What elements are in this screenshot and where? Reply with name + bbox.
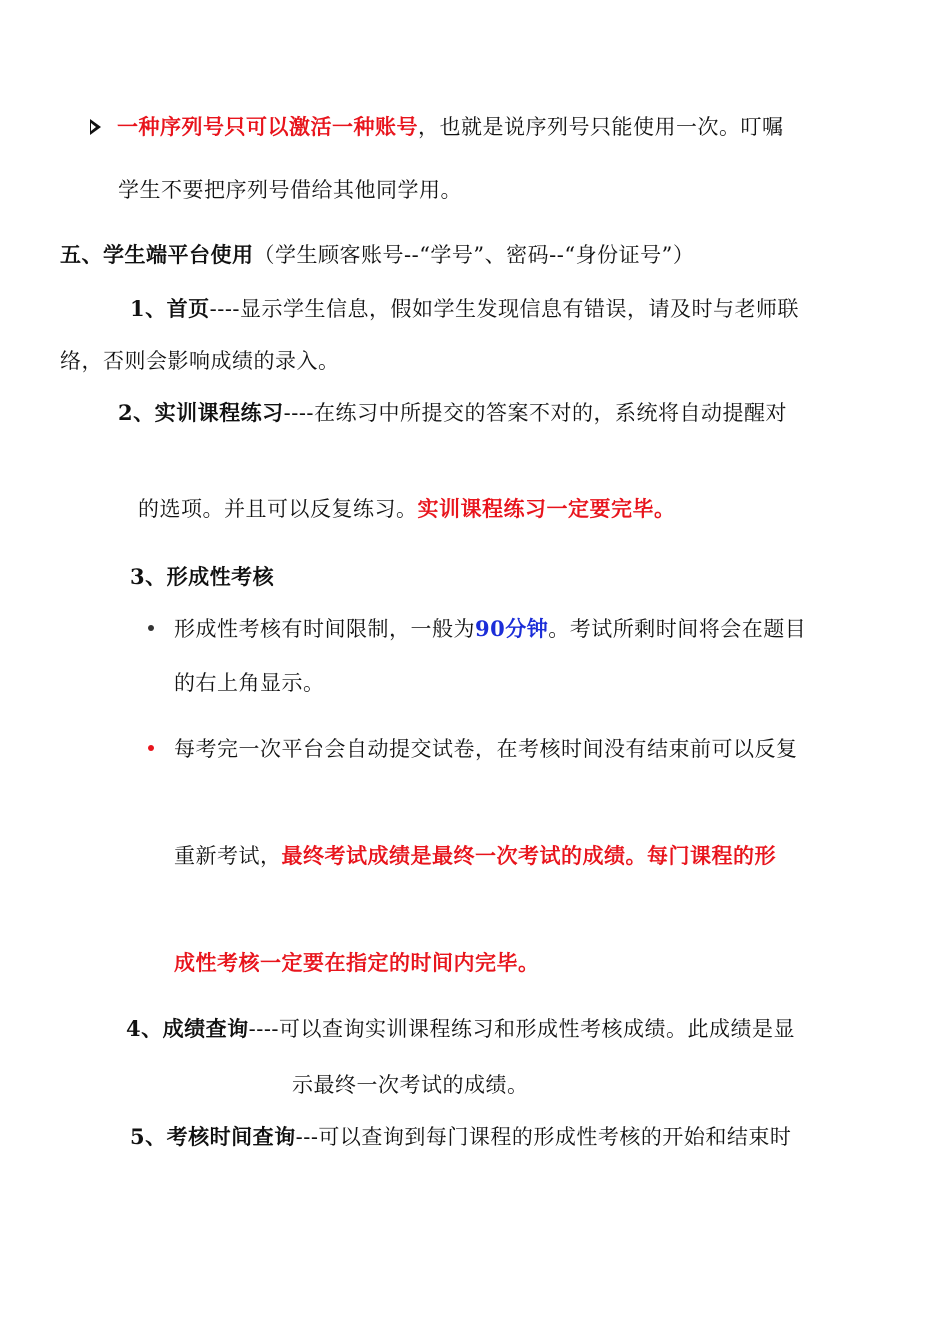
section5-title: 五、学生端平台使用 (60, 242, 254, 267)
bullet-note-text: ，也就是说序列号只能使用一次。叮嘱 (418, 115, 784, 139)
bullet-dot-red-icon (148, 745, 154, 751)
bullet-note-red: 一种序列号只可以激活一种账号 (117, 114, 418, 139)
item2-red-emphasis: 实训课程练习一定要完毕。 (417, 496, 676, 521)
item2-continuation-line (138, 494, 676, 524)
item3-bullet2-continuation-line (174, 841, 776, 871)
item5-line (130, 1122, 791, 1152)
item5-text: ---可以查询到每门课程的形成性考核的开始和结束时 (295, 1125, 792, 1149)
item4-num: 4、 (126, 1016, 163, 1041)
bullet-note-line (90, 112, 784, 142)
item4-line (126, 1014, 795, 1044)
item1-line (130, 294, 799, 324)
item3-title: 形成性考核 (166, 564, 275, 589)
item2-text: ----在练习中所提交的答案不对的，系统将自动提醒对 (283, 401, 788, 425)
arrow-bullet-icon (90, 119, 101, 135)
item5-title: 考核时间查询 (166, 1124, 296, 1149)
section5-heading (60, 240, 694, 270)
item1-num: 1、 (130, 296, 167, 321)
item2-title: 实训课程练习 (154, 400, 284, 425)
item3-bullet2-cont-red2: 成性考核一定要在指定的时间内完毕。 (174, 950, 540, 975)
item2-line (118, 398, 787, 428)
item3-bullet2-cont-a: 重新考试， (174, 844, 282, 868)
item2-num: 2、 (118, 400, 155, 425)
item5-num: 5、 (130, 1124, 167, 1149)
item3-bullet1-text-a: 形成性考核有时间限制，一般为 (174, 617, 475, 641)
section5-subtitle: （学生顾客账号--“学号”、密码--“身份证号”） (253, 243, 695, 267)
bullet-note-continuation: 学生不要把序列号借给其他同学用。 (118, 178, 462, 202)
item4-title: 成绩查询 (162, 1016, 249, 1041)
item3-bullet1-blue: 90分钟 (475, 616, 549, 641)
item3-bullet1-continuation: 的右上角显示。 (174, 671, 325, 695)
item3-heading (130, 562, 274, 592)
item1-continuation: 络，否则会影响成绩的录入。 (60, 349, 340, 373)
item1-title: 首页 (166, 296, 210, 321)
bullet-dot-icon (148, 625, 154, 631)
item3-num: 3、 (130, 564, 167, 589)
item3-bullet1-line (174, 614, 806, 644)
item1-text: ----显示学生信息，假如学生发现信息有错误，请及时与老师联 (209, 297, 800, 321)
item3-bullet2-line: 每考完一次平台会自动提交试卷，在考核时间没有结束前可以反复 (174, 737, 798, 761)
item4-text: ----可以查询实训课程练习和形成性考核成绩。此成绩是显 (248, 1017, 796, 1041)
item2-continuation: 的选项。并且可以反复练习。 (138, 497, 418, 521)
item3-bullet2-cont-red: 最终考试成绩是最终一次考试的成绩。每门课程的形 (281, 843, 776, 868)
item4-continuation: 示最终一次考试的成绩。 (292, 1073, 529, 1097)
item3-bullet1-text-b: 。考试所剩时间将会在题目 (548, 617, 807, 641)
